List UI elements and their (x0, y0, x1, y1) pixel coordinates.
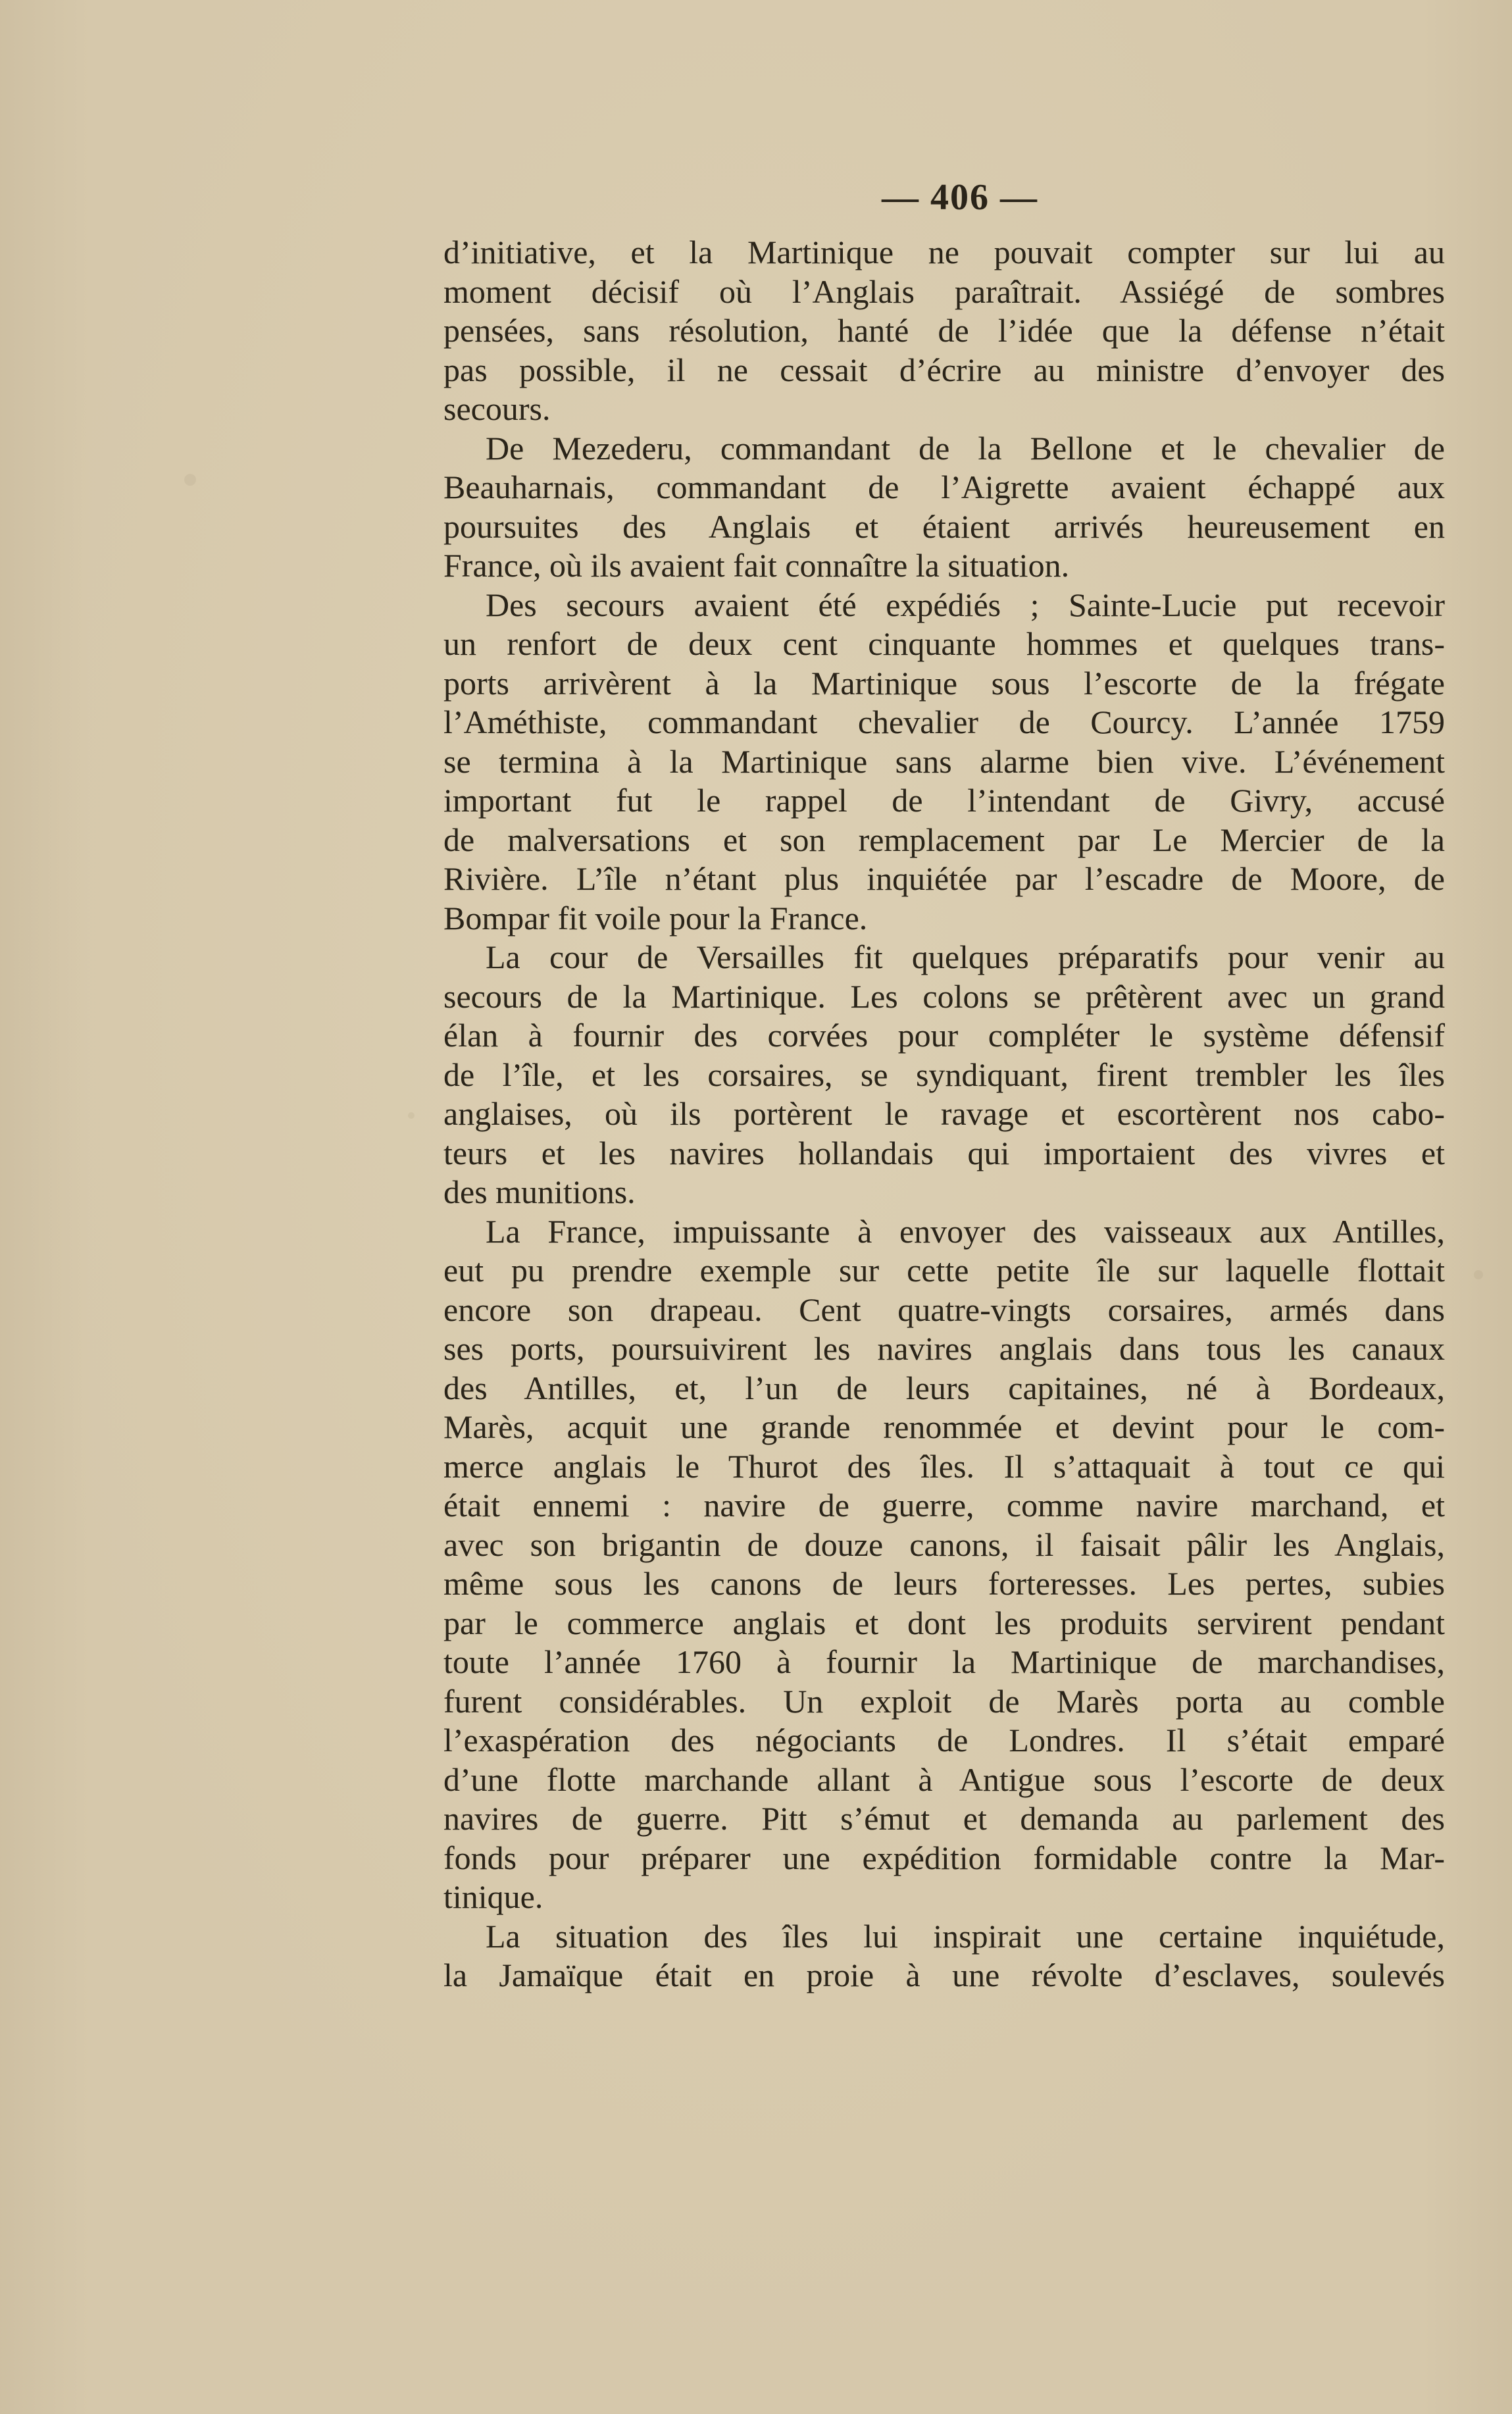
paper-stain (1474, 1270, 1483, 1279)
page-number (0, 176, 1512, 218)
paper-stain (408, 1112, 415, 1119)
body-text (443, 233, 1445, 1995)
text-line: navires de guerre. Pitt s’émut et demanda au parlement des (443, 1800, 1445, 1837)
text-line: Marès, acquit une grande renommée et devint pour le com- (443, 1408, 1445, 1445)
text-line: encore son drapeau. Cent quatre-vingts corsaires, armés dans (443, 1291, 1445, 1328)
paper-stain (184, 474, 196, 486)
text-line: était ennemi : navire de guerre, comme navire marchand, et (443, 1487, 1445, 1524)
text-line: l’Améthiste, commandant chevalier de Courcy. L’année 1759 (443, 704, 1445, 740)
text-line: La cour de Versailles fit quelques préparatifs pour venir au (486, 938, 1445, 975)
text-line: ses ports, poursuivirent les navires anglais dans tous les canaux (443, 1330, 1445, 1367)
text-line: secours de la Martinique. Les colons se prêtèrent avec un grand (443, 977, 1445, 1015)
text-line: Des secours avaient été expédiés ; Sainte-Lucie put recevoir (486, 586, 1445, 623)
text-line: par le commerce anglais et dont les produits servirent pendant (443, 1604, 1445, 1641)
text-line: La France, impuissante à envoyer des vaisseaux aux Antilles, (486, 1212, 1445, 1250)
text-line: tinique. (443, 1878, 543, 1915)
text-line: avec son brigantin de douze canons, il faisait pâlir les Anglais, (443, 1526, 1445, 1563)
text-line: France, où ils avaient fait connaître la situation. (443, 547, 1070, 584)
text-line: anglaises, où ils portèrent le ravage et escortèrent nos cabo- (443, 1095, 1445, 1132)
text-line: De Mezederu, commandant de la Bellone et le chevalier de (486, 429, 1445, 467)
text-line: des munitions. (443, 1173, 636, 1210)
text-line: fonds pour préparer une expédition formidable contre la Mar- (443, 1839, 1445, 1876)
text-line: La situation des îles lui inspirait une certaine inquiétude, (486, 1917, 1445, 1955)
text-line: même sous les canons de leurs forteresses. Les pertes, subies (443, 1565, 1445, 1602)
text-line: d’une flotte marchande allant à Antigue sous l’escorte de deux (443, 1760, 1445, 1798)
text-line: de malversations et son remplacement par Le Mercier de la (443, 821, 1445, 858)
text-line: eut pu prendre exemple sur cette petite île sur laquelle flottait (443, 1252, 1445, 1289)
page-number-text: — 406 — (882, 177, 1038, 218)
text-line: d’initiative, et la Martinique ne pouvait compter sur lui au (443, 234, 1445, 270)
text-line: merce anglais le Thurot des îles. Il s’attaquait à tout ce qui (443, 1447, 1445, 1485)
text-line: la Jamaïque était en proie à une révolte d’esclaves, soulevés (443, 1957, 1445, 1993)
text-line: Rivière. L’île n’étant plus inquiétée par l’escadre de Moore, de (443, 860, 1445, 897)
text-line: important fut le rappel de l’intendant de Givry, accusé (443, 782, 1445, 819)
text-line: moment décisif où l’Anglais paraîtrait. Assiégé de sombres (443, 272, 1445, 310)
text-line: de l’île, et les corsaires, se syndiquant, firent trembler les îles (443, 1056, 1445, 1093)
text-line: un renfort de deux cent cinquante hommes et quelques trans- (443, 625, 1445, 662)
text-line: Bompar fit voile pour la France. (443, 899, 868, 937)
text-line: poursuites des Anglais et étaient arrivés heureusement en (443, 507, 1445, 545)
text-line: pensées, sans résolution, hanté de l’idée que la défense n’était (443, 312, 1445, 349)
text-line: furent considérables. Un exploit de Marès porta au comble (443, 1682, 1445, 1720)
text-line: secours. (443, 390, 551, 427)
text-line: toute l’année 1760 à fournir la Martinique de marchandises, (443, 1643, 1445, 1680)
text-line: teurs et les navires hollandais qui importaient des vivres et (443, 1134, 1445, 1171)
text-line: se termina à la Martinique sans alarme bien vive. L’événement (443, 742, 1445, 780)
text-line: élan à fournir des corvées pour compléter le système défensif (443, 1017, 1445, 1054)
text-line: des Antilles, et, l’un de leurs capitaines, né à Bordeaux, (443, 1369, 1445, 1406)
text-line: Beauharnais, commandant de l’Aigrette avaient échappé aux (443, 469, 1445, 505)
text-line: ports arrivèrent à la Martinique sous l’escorte de la frégate (443, 664, 1445, 702)
text-line: l’exaspération des négociants de Londres. Il s’était emparé (443, 1722, 1445, 1759)
text-line: pas possible, il ne cessait d’écrire au ministre d’envoyer des (443, 351, 1445, 388)
